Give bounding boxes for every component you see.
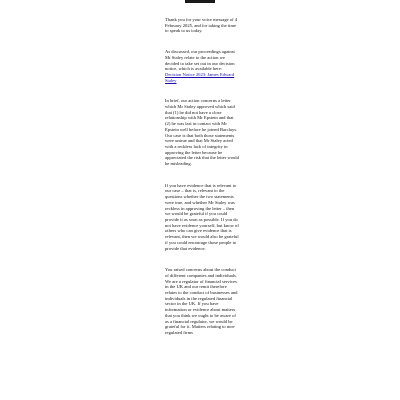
paragraph-proceedings-text: As discussed, our proceedings against Mr Staley relate to the action we decided to take set out in our decision notice, which is available here: (165, 49, 235, 72)
paragraph-proceedings (165, 49, 239, 83)
letter-body (165, 17, 239, 336)
decision-notice-link[interactable]: Decision Notice 2023: James Edward Staley (165, 71, 235, 83)
paragraph-action-summary: In brief, our action concerns a letter which Mr Staley approved which said that (1) he did not have a close relationship with Mr Epstein and that (2) he was last in contact with Mr Epstein well before he joined Barclays. Our case is that both those statements were untrue and that Mr Staley acted with a reckless lack of integrity in approving the letter because he appreciated the risk that the letter would be misleading. (165, 98, 239, 167)
paragraph-regulator-remit: You raised concerns about the conduct of different companies and individuals. We are a regulator of financial services in the UK and our remit therefore relates to the conduct of businesses and individuals in the regulated financial sector in the UK. If you have information or evidence about matters that you think we ought to be aware of as a financial regulator, we would be grateful for it. Matters relating to non-regulated firms (165, 267, 238, 335)
header-bar (185, 0, 215, 3)
paragraph-evidence-request: If you have evidence that is relevant to our case – that is, relevant to the questions whether the two statements were true, and whether Mr Staley was reckless in approving the letter – then we would be grateful if you could provide it as soon as possible. If you do not have evidence yourself, but know of others who can give evidence that is relevant, then we would also be grateful if you could encourage those people to provide that evidence. (165, 182, 239, 251)
paragraph-voice-message: Thank you for your voice message of 4 February 2025, and for taking the time to speak to us today. (165, 17, 238, 34)
